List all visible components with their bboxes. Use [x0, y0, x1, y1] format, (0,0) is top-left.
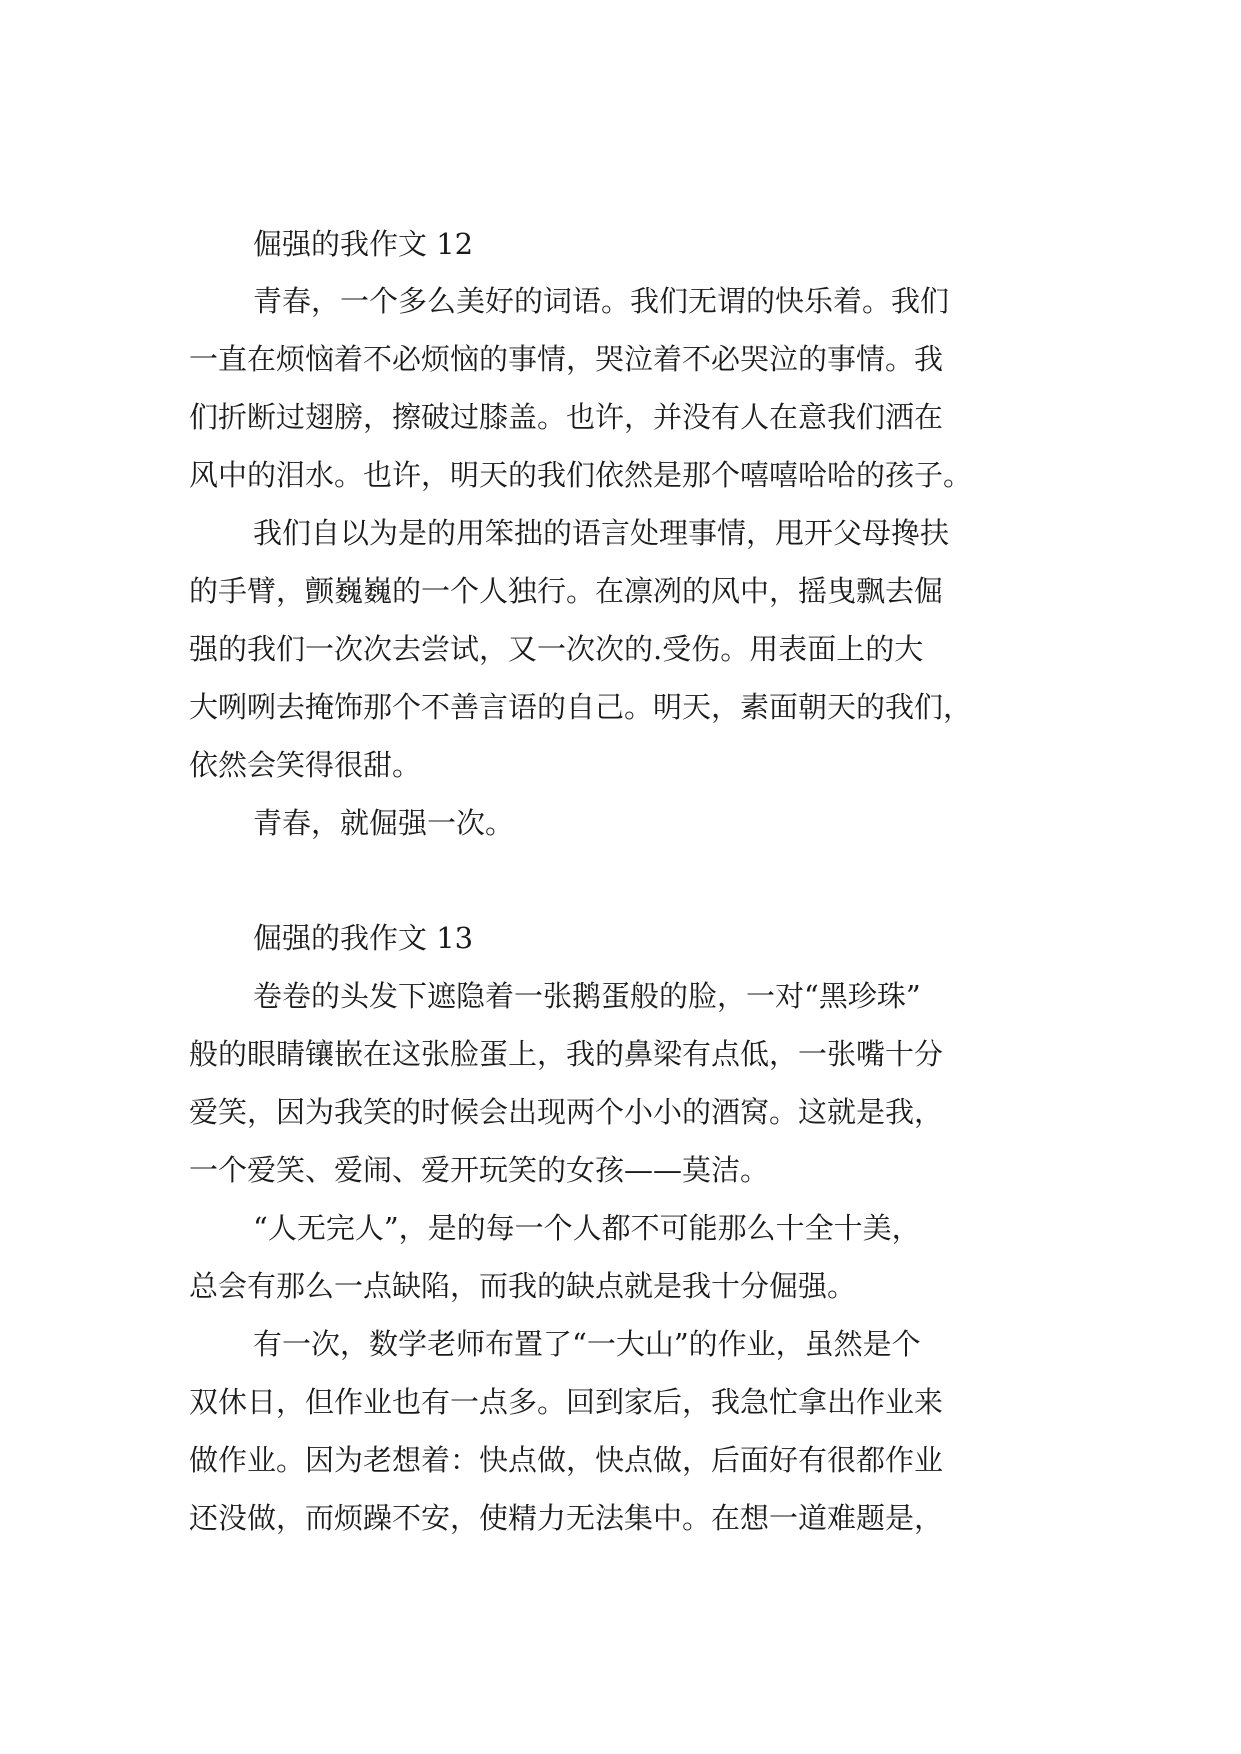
essay-title: 倔强的我作文 12 — [253, 227, 474, 261]
paragraph-line: 我们自以为是的用笨拙的语言处理事情，甩开父母搀扶 — [253, 516, 950, 550]
paragraph-line: 一个爱笑、爱闹、爱开玩笑的女孩——莫洁。 — [189, 1153, 770, 1187]
paragraph-line: 大咧咧去掩饰那个不善言语的自己。明天，素面朝天的我们， — [189, 690, 973, 724]
paragraph-line: 卷卷的头发下遮隐着一张鹅蛋般的脸，一对“黑珍珠” — [253, 979, 921, 1013]
paragraph-line: 还没做，而烦躁不安，使精力无法集中。在想一道难题是， — [189, 1501, 944, 1535]
paragraph-line: 有一次，数学老师布置了“一大山”的作业，虽然是个 — [253, 1327, 921, 1361]
paragraph-line: 青春，一个多么美好的词语。我们无谓的快乐着。我们 — [253, 284, 950, 318]
paragraph-line: 强的我们一次次去尝试，又一次次的.受伤。用表面上的大 — [189, 632, 924, 666]
paragraph-line: 的手臂，颤巍巍的一个人独行。在凛冽的风中，摇曳飘去倔 — [189, 574, 944, 608]
paragraph-line: 依然会笑得很甜。 — [189, 748, 422, 782]
paragraph-line: 风中的泪水。也许，明天的我们依然是那个嘻嘻哈哈的孩子。 — [189, 458, 973, 492]
paragraph-line: 做作业。因为老想着：快点做，快点做，后面好有很都作业 — [189, 1443, 944, 1477]
essay-title: 倔强的我作文 13 — [253, 921, 474, 955]
paragraph-line: 青春，就倔强一次。 — [253, 806, 515, 840]
paragraph-line: 般的眼睛镶嵌在这张脸蛋上，我的鼻梁有点低，一张嘴十分 — [189, 1037, 944, 1071]
paragraph-line: 双休日，但作业也有一点多。回到家后，我急忙拿出作业来 — [189, 1385, 944, 1419]
paragraph-line: 一直在烦恼着不必烦恼的事情，哭泣着不必哭泣的事情。我 — [189, 342, 944, 376]
paragraph-line: “人无完人”，是的每一个人都不可能那么十全十美， — [253, 1211, 921, 1245]
paragraph-line: 们折断过翅膀，擦破过膝盖。也许，并没有人在意我们洒在 — [189, 400, 944, 434]
paragraph-line: 总会有那么一点缺陷，而我的缺点就是我十分倔强。 — [189, 1269, 857, 1303]
paragraph-line: 爱笑，因为我笑的时候会出现两个小小的酒窝。这就是我， — [189, 1095, 944, 1129]
